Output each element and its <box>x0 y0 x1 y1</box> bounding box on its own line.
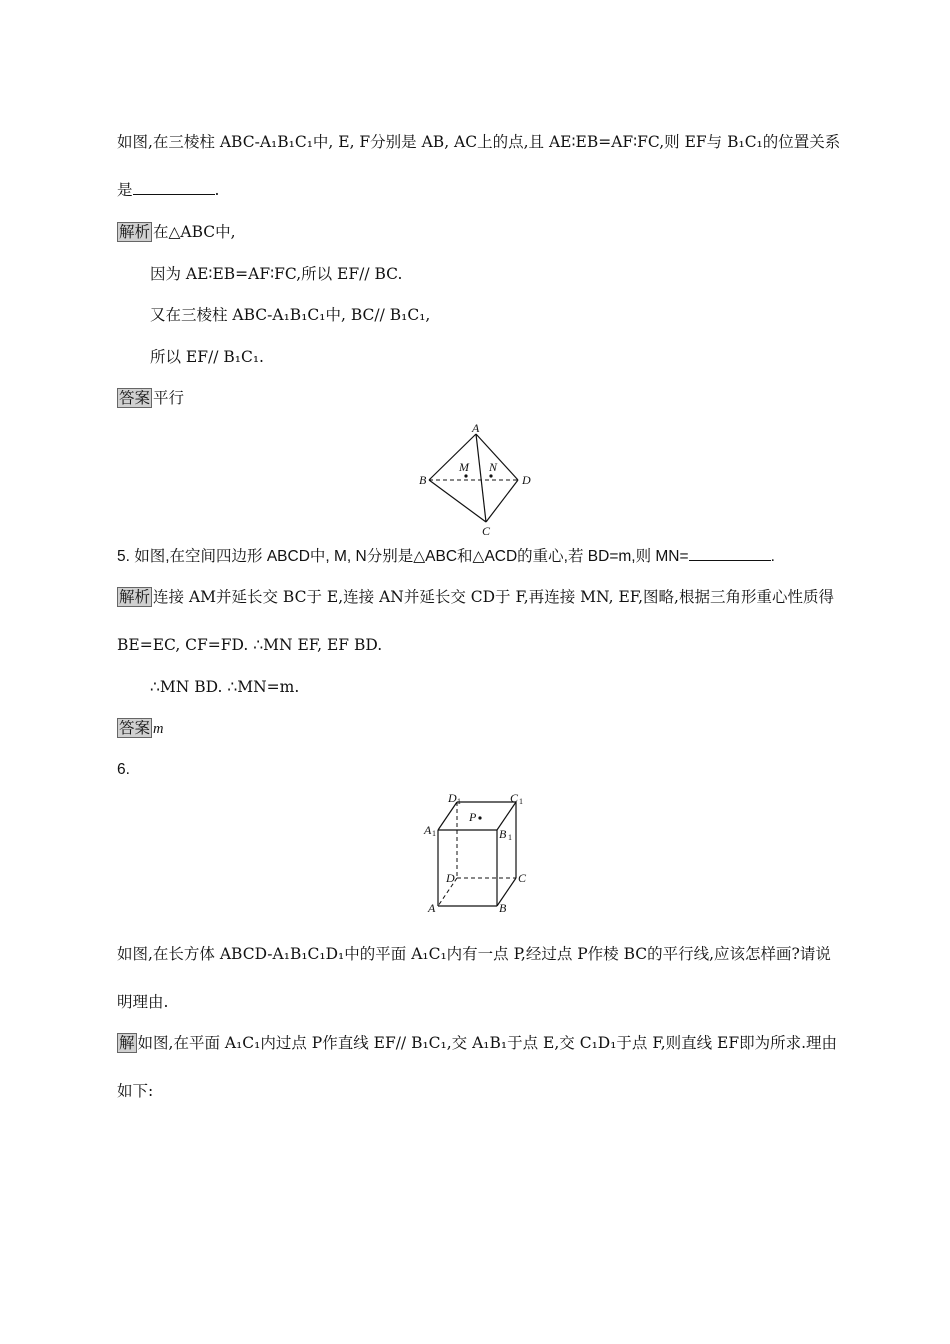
q5-jiexi-line2: BE=EC, CF=FD. ∴MN EF, EF BD. <box>117 636 383 654</box>
jie-tag: 解 <box>119 1034 135 1052</box>
fig6-label-b1: B <box>499 827 507 841</box>
q4-stem-line2 <box>117 180 219 200</box>
q5-stem-line <box>117 546 775 567</box>
answer-tag: 答案 <box>119 719 151 737</box>
fig6-sub-b1: 1 <box>508 833 512 842</box>
q6-stem-line2: 明理由. <box>117 993 169 1011</box>
q6-number: 6. <box>117 761 130 778</box>
q6-solution-line2: 如下: <box>117 1082 154 1100</box>
q5-stem: 5. 如图,在空间四边形 ABCD中, M, N分别是△ABC和△ACD的重心,若 BD=m,则 MN= <box>117 548 689 565</box>
jiexi-tag: 解析 <box>119 588 151 606</box>
q5-jiexi-line <box>117 587 834 607</box>
fig6-label-c1: C <box>510 791 519 805</box>
fig6-sub-d1: 1 <box>457 797 461 806</box>
q4-jiexi-line4: 所以 EF// B₁C₁. <box>150 348 264 366</box>
fig6-label-a: A <box>428 901 436 915</box>
q4-jiexi-line2: 因为 AE∶EB=AF∶FC,所以 EF// BC. <box>150 265 403 283</box>
fig6-label-p: P <box>469 810 477 824</box>
q4-stem-prefix: 是 <box>117 181 133 199</box>
q5-tetrahedron-figure <box>410 418 540 540</box>
q5-jiexi-line3: ∴MN BD. ∴MN=m. <box>150 678 300 696</box>
fig6-label-b: B <box>499 901 507 915</box>
q4-stem-end: . <box>214 181 220 199</box>
q6-solution-text: 如图,在平面 A₁C₁内过点 P作直线 EF// B₁C₁,交 A₁B₁于点 E,交 C₁D₁于点 F,则直线 EF即为所求.理由 <box>137 1034 838 1052</box>
q4-stem: 如图,在三棱柱 ABC-A₁B₁C₁中, E, F分别是 AB, AC上的点,且 AE∶EB=AF∶FC,则 EF与 B₁C₁的位置关系 <box>117 133 841 151</box>
q4-answer-blank <box>133 180 215 195</box>
fig5-label-n: N <box>489 460 498 474</box>
q6-solution-line <box>117 1033 837 1053</box>
fig6-label-d: D <box>446 871 455 885</box>
fig5-label-d: D <box>522 473 531 487</box>
fig5-label-m: M <box>459 460 469 474</box>
q4-jiexi-line3: 又在三棱柱 ABC-A₁B₁C₁中, BC// B₁C₁, <box>150 306 431 324</box>
q4-answer-line <box>117 388 184 408</box>
fig6-sub-c1: 1 <box>519 797 523 806</box>
q6-cuboid-figure <box>420 790 530 915</box>
fig6-label-a1: A <box>424 823 432 837</box>
fig5-label-c: C <box>482 524 491 538</box>
fig6-label-c: C <box>518 871 527 885</box>
answer-tag: 答案 <box>119 389 151 407</box>
q4-jiexi-line <box>117 222 236 242</box>
fig5-label-b: B <box>419 473 427 487</box>
q5-answer-blank <box>689 546 771 561</box>
fig6-label-d1: D <box>448 791 457 805</box>
q5-jiexi-text: 连接 AM并延长交 BC于 E,连接 AN并延长交 CD于 F,再连接 MN, EF,图略,根据三角形重心性质得 <box>153 588 834 606</box>
q6-stem-line1: 如图,在长方体 ABCD-A₁B₁C₁D₁中的平面 A₁C₁内有一点 P,经过点 P作棱 BC的平行线,应该怎样画?请说 <box>117 945 831 963</box>
q4-jiexi-text: 在△ABC中, <box>153 223 236 241</box>
jiexi-tag: 解析 <box>119 223 151 241</box>
fig5-label-a: A <box>472 421 480 435</box>
q5-stem-end: . <box>770 548 775 565</box>
q4-answer: 平行 <box>153 389 185 407</box>
q5-answer-line <box>117 718 164 739</box>
fig6-sub-a1: 1 <box>432 829 436 838</box>
q5-answer: m <box>153 721 164 737</box>
